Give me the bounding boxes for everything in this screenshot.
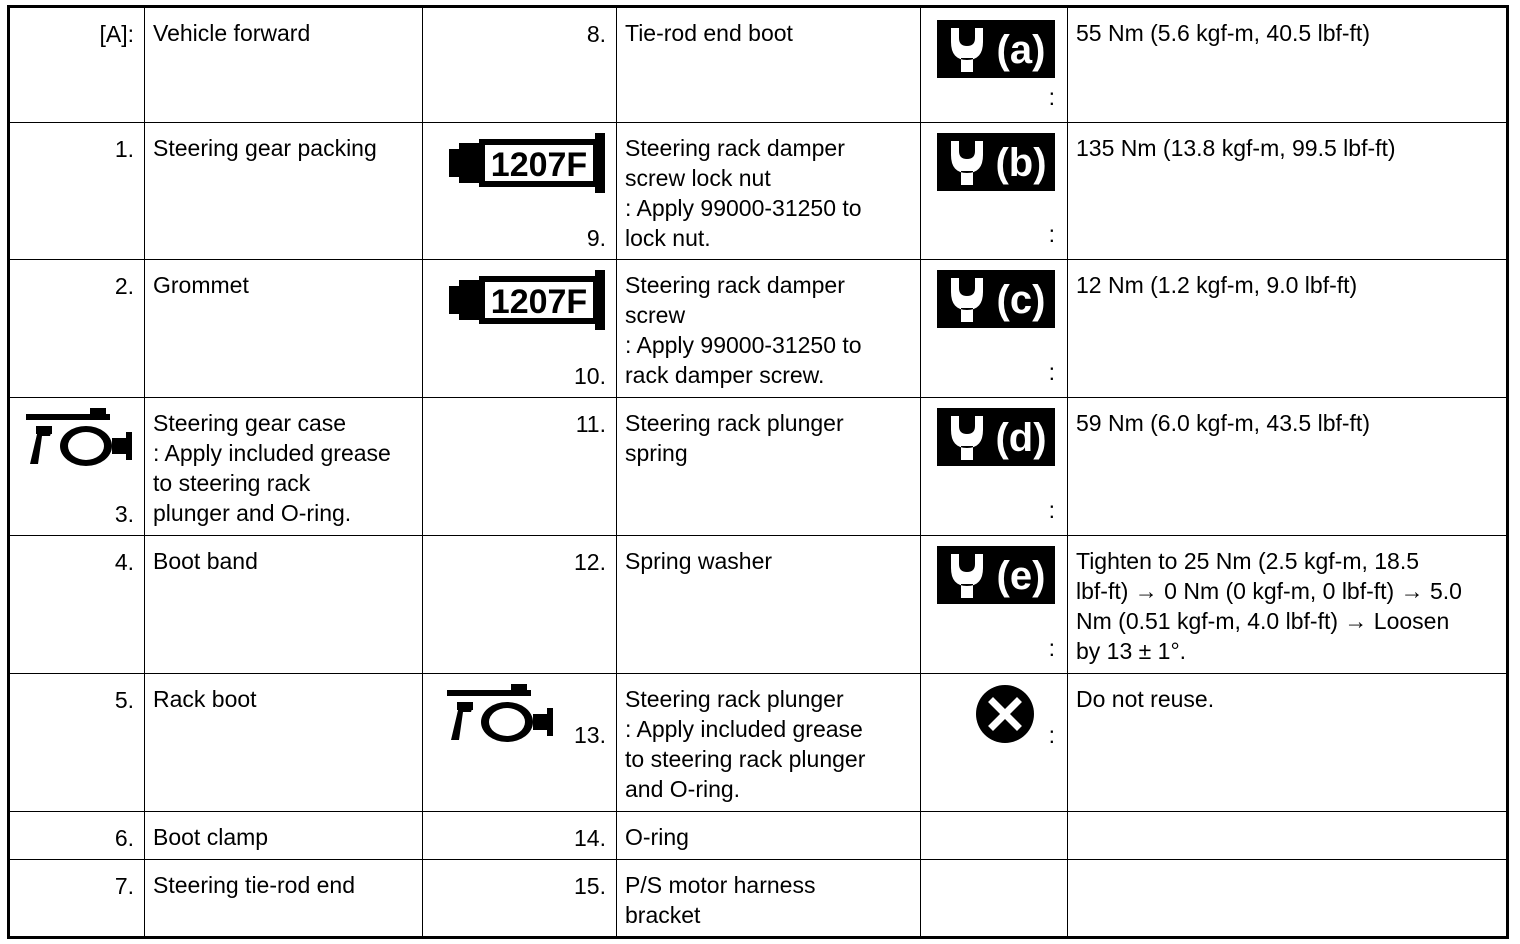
item-description: Vehicle forward: [153, 20, 311, 46]
item-description-cell: [617, 674, 921, 812]
legend-row: [9, 260, 1508, 398]
item-description: Steering gear case : Apply included grease to steering rack plunger and O-ring.: [153, 410, 391, 526]
item-description: Rack boot: [153, 686, 257, 712]
torque-value-cell: [1068, 7, 1508, 123]
sealant-tube-icon: [449, 131, 607, 195]
item-number: [A]:: [99, 21, 134, 47]
torque-value: 135 Nm (13.8 kgf-m, 99.5 lbf-ft): [1076, 135, 1396, 161]
item-description-cell: [145, 860, 423, 938]
empty-cell: [1068, 812, 1508, 860]
legend-row: [9, 860, 1508, 938]
item-number-cell: [423, 860, 617, 938]
item-description-cell: [145, 260, 423, 398]
item-description: Steering rack damper screw lock nut : Apply 99000-31250 to lock nut.: [625, 135, 862, 251]
torque-value-cell: [1068, 674, 1508, 812]
grease-gun-icon: [447, 682, 557, 744]
sealant-tube-icon: [449, 268, 607, 332]
item-description: O-ring: [625, 824, 689, 850]
sealant-code: 1207F: [490, 146, 588, 184]
torque-value-cell: [1068, 536, 1508, 674]
item-number-cell: [9, 398, 145, 536]
item-number-cell: [423, 398, 617, 536]
item-number: 4.: [114, 549, 134, 575]
item-description: Boot clamp: [153, 824, 269, 850]
torque-label: (e): [996, 554, 1046, 598]
item-description: Steering gear packing: [153, 135, 377, 161]
item-description: Steering rack plunger : Apply included grease to steering rack plunger and O-ring.: [625, 686, 866, 802]
torque-value: 55 Nm (5.6 kgf-m, 40.5 lbf-ft): [1076, 20, 1370, 46]
item-number: 7.: [114, 873, 134, 899]
legend-row: [9, 398, 1508, 536]
colon: :: [1048, 221, 1055, 247]
legend-row: [9, 536, 1508, 674]
item-number: 2.: [114, 273, 134, 299]
item-description: Boot band: [153, 548, 258, 574]
note-value: Do not reuse.: [1076, 686, 1215, 712]
torque-value-cell: [1068, 260, 1508, 398]
wrench-torque-icon: [937, 20, 1055, 78]
item-number: 8.: [586, 21, 606, 47]
item-number: 1.: [114, 136, 134, 162]
item-number-cell: [9, 860, 145, 938]
sealant-code: 1207F: [490, 283, 588, 321]
item-description-cell: [145, 812, 423, 860]
colon: :: [1048, 635, 1055, 661]
item-number-cell: [423, 812, 617, 860]
item-description-cell: [617, 260, 921, 398]
item-description-cell: [617, 860, 921, 938]
item-description-cell: [145, 7, 423, 123]
torque-value-cell: [1068, 398, 1508, 536]
torque-label: (c): [996, 278, 1046, 322]
item-number-cell: [423, 536, 617, 674]
item-description: Steering tie-rod end: [153, 872, 356, 898]
colon: :: [1048, 722, 1055, 748]
item-number: 3.: [114, 501, 134, 527]
wrench-torque-icon: [937, 133, 1055, 191]
wrench-torque-icon: [937, 270, 1055, 328]
colon: :: [1048, 359, 1055, 385]
item-number: 5.: [114, 687, 134, 713]
item-number: 15.: [574, 873, 606, 899]
item-number: 14.: [574, 825, 606, 851]
item-number: 13.: [574, 722, 606, 748]
note-value: [1068, 860, 1506, 870]
do-not-reuse-icon: [975, 684, 1035, 744]
torque-symbol-cell: [921, 260, 1068, 398]
colon: :: [1048, 84, 1055, 110]
legend-table: [7, 5, 1509, 939]
torque-label: (a): [996, 28, 1046, 72]
item-description-cell: [145, 398, 423, 536]
torque-label: (d): [995, 416, 1047, 460]
item-number-cell: [9, 7, 145, 123]
item-description-cell: [617, 398, 921, 536]
item-description-cell: [617, 123, 921, 260]
item-description: P/S motor harness bracket: [625, 872, 816, 928]
item-number: 12.: [574, 549, 606, 575]
torque-value: 59 Nm (6.0 kgf-m, 43.5 lbf-ft): [1076, 410, 1370, 436]
item-description: Steering rack plunger spring: [625, 410, 844, 466]
do-not-reuse-symbol-cell: [921, 674, 1068, 812]
item-description-cell: [145, 674, 423, 812]
empty-cell: [1068, 860, 1508, 938]
grease-gun-icon: [26, 406, 136, 468]
legend-row: [9, 674, 1508, 812]
torque-symbol-cell: [921, 7, 1068, 123]
item-number-cell: [9, 674, 145, 812]
item-description-cell: [617, 7, 921, 123]
item-description: Tie-rod end boot: [625, 20, 793, 46]
item-number: 11.: [575, 411, 606, 437]
item-description: Spring washer: [625, 548, 773, 574]
item-number-cell: [9, 123, 145, 260]
legend-row: [9, 123, 1508, 260]
torque-symbol-cell: [921, 536, 1068, 674]
item-number: 10.: [574, 363, 606, 389]
torque-label: (b): [995, 141, 1047, 185]
torque-symbol-cell: [921, 123, 1068, 260]
item-description-cell: [617, 812, 921, 860]
torque-symbol-cell: [921, 398, 1068, 536]
colon: :: [1048, 497, 1055, 523]
item-description-cell: [617, 536, 921, 674]
item-number-cell: [423, 123, 617, 260]
item-description: Grommet: [153, 272, 249, 298]
item-number: 9.: [586, 225, 606, 251]
item-number-cell: [423, 674, 617, 812]
item-description-cell: [145, 536, 423, 674]
note-value: [1068, 812, 1506, 822]
item-number-cell: [9, 812, 145, 860]
item-number-cell: [423, 7, 617, 123]
item-description: Steering rack damper screw : Apply 99000-31250 to rack damper screw.: [625, 272, 862, 388]
wrench-torque-icon: [937, 408, 1055, 466]
torque-value-cell: [1068, 123, 1508, 260]
item-number-cell: [9, 536, 145, 674]
legend-row: [9, 812, 1508, 860]
item-number-cell: [423, 260, 617, 398]
empty-cell: [921, 812, 1068, 860]
torque-value: Tighten to 25 Nm (2.5 kgf-m, 18.5 lbf-ft) → 0 Nm (0 kgf-m, 0 lbf-ft) → 5.0 Nm (0.51 kgf-m, 4.0 lbf-ft) → Loosen by 13 ± 1°.: [1076, 548, 1462, 664]
empty-cell: [921, 860, 1068, 938]
item-number-cell: [9, 260, 145, 398]
item-description-cell: [145, 123, 423, 260]
item-number: 6.: [114, 825, 134, 851]
torque-value: 12 Nm (1.2 kgf-m, 9.0 lbf-ft): [1076, 272, 1358, 298]
wrench-torque-icon: [937, 546, 1055, 604]
legend-row: [9, 7, 1508, 123]
